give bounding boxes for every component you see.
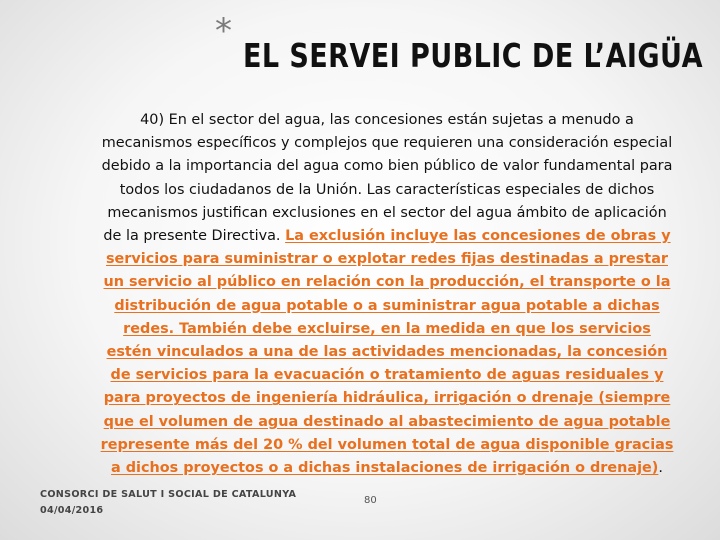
body-paragraph	[100, 109, 674, 480]
slide-title: EL SERVEI PUBLIC DE L’AIGÜA	[243, 36, 703, 75]
page-number: 80	[364, 495, 377, 506]
asterisk-bullet: *	[215, 11, 232, 51]
footer-organization: CONSORCI DE SALUT I SOCIAL DE CATALUNYA	[40, 489, 297, 500]
footer	[40, 487, 296, 519]
body-intro-text: 40) En el sector del agua, las concesiones están sujetas a menudo a mecanismos específicos y complejos que requieren una consideración especial debido a la importancia del agua como bien público de valor fundamental para todos los ciudadanos de la Unión. Las características especiales de dichos mecanismos justifican exclusiones en el sector del agua ámbito de aplicación de la presente Directiva.	[101, 112, 673, 245]
exclusion-text: La exclusión incluye las concesiones de obras y servicios para suministrar o explotar redes fijas destinadas a prestar un servicio al público en relación con la producción, el transporte o la distribución de agua potable o a suministrar agua potable a dichas redes. También debe excluirse, en la medida en que los servicios estén vinculados a una de las actividades mencionadas, la concesión de servicios para la evacuación o tratamiento de aguas residuales y para proyectos de ingeniería hidráulica, irrigación o drenaje (siempre que el volumen de agua destinado al abastecimiento de agua potable represente más del 20 % del volumen total de agua disponible gracias a dichos proyectos o a dichas instalaciones de irrigación o drenaje)	[100, 228, 674, 477]
title-area	[215, 11, 705, 76]
body-end-punctuation: .	[658, 460, 663, 477]
footer-date: 04/04/2016	[40, 505, 104, 516]
